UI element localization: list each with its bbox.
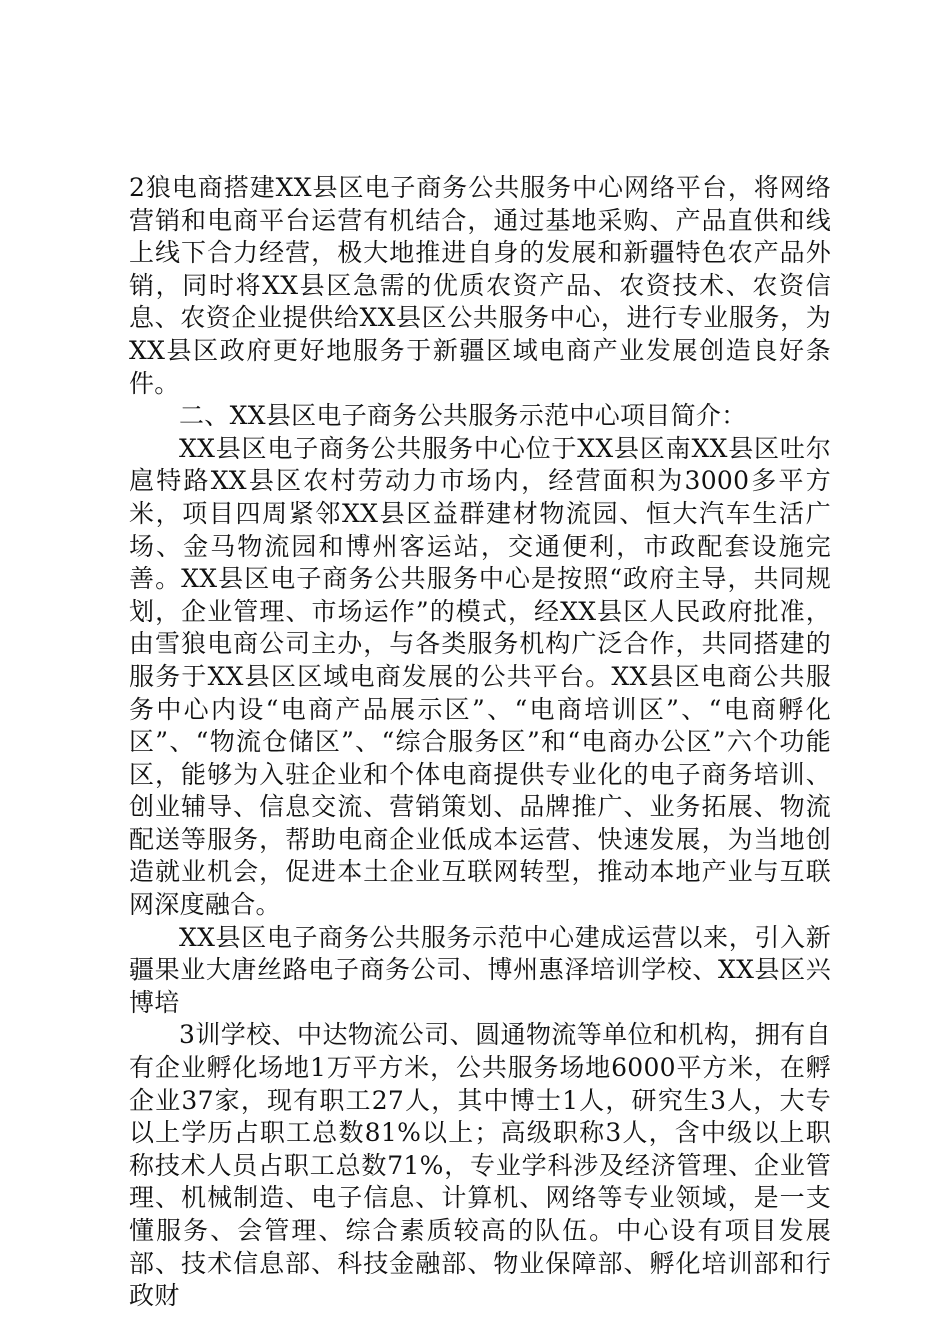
- paragraph-page-continuation: 3训学校、中达物流公司、圆通物流等单位和机构，拥有自有企业孵化场地1万平方米，公共服务场地6000平方米，在孵企业37家，现有职工27人，其中博士1人，研究生3人，大专以上学历占职工总数81%以上；高级职称3人，含中级以上职称技术人员占职工总数71%，专业学科涉及经济管理、企业管理、机械制造、电子信息、计算机、网络等专业领域，是一支懂服务、会管理、综合素质较高的队伍。中心设有项目发展部、技术信息部、科技金融部、物业保障部、孵化培训部和行政财: [129, 1020, 831, 1311]
- paragraph-center-intro: XX县区电子商务公共服务中心位于XX县区南XX县区吐尔扈特路XX县区农村劳动力市场内，经营面积为3000多平方米，项目四周紧邻XX县区益群建材物流园、恒大汽车生活广场、金马物流园和博州客运站，交通便利，市政配套设施完善。XX县区电子商务公共服务中心是按照“政府主导，共同规划，企业管理、市场运作”的模式，经XX县区人民政府批准，由雪狼电商公司主办，与各类服务机构广泛合作，共同搭建的服务于XX县区区域电商发展的公共平台。XX县区电商公共服务中心内设“电商产品展示区”、“电商培训区”、“电商孵化区”、“物流仓储区”、“综合服务区”和“电商办公区”六个功能区，能够为入驻企业和个体电商提供专业化的电子商务培训、创业辅导、信息交流、营销策划、品牌推广、业务拓展、物流配送等服务，帮助电商企业低成本运营、快速发展，为当地创造就业机会，促进本土企业互联网转型，推动本地产业与互联网深度融合。: [129, 433, 831, 920]
- document-body: [129, 172, 831, 1313]
- paragraph-operations: XX县区电子商务公共服务示范中心建成运营以来，引入新疆果业大唐丝路电子商务公司、博州惠泽培训学校、XX县区兴博培: [129, 922, 831, 1017]
- paragraph-continuation: 2狼电商搭建XX县区电子商务公共服务中心网络平台，将网络营销和电商平台运营有机结合，通过基地采购、产品直供和线上线下合力经营，极大地推进自身的发展和新疆特色农产品外销，同时将XX县区急需的优质农资产品、农资技术、农资信息、农资企业提供给XX县区公共服务中心，进行专业服务，为XX县区政府更好地服务于新疆区域电商产业发展创造良好条件。: [129, 173, 831, 398]
- section-heading: 二、XX县区电子商务公共服务示范中心项目简介：: [179, 401, 747, 431]
